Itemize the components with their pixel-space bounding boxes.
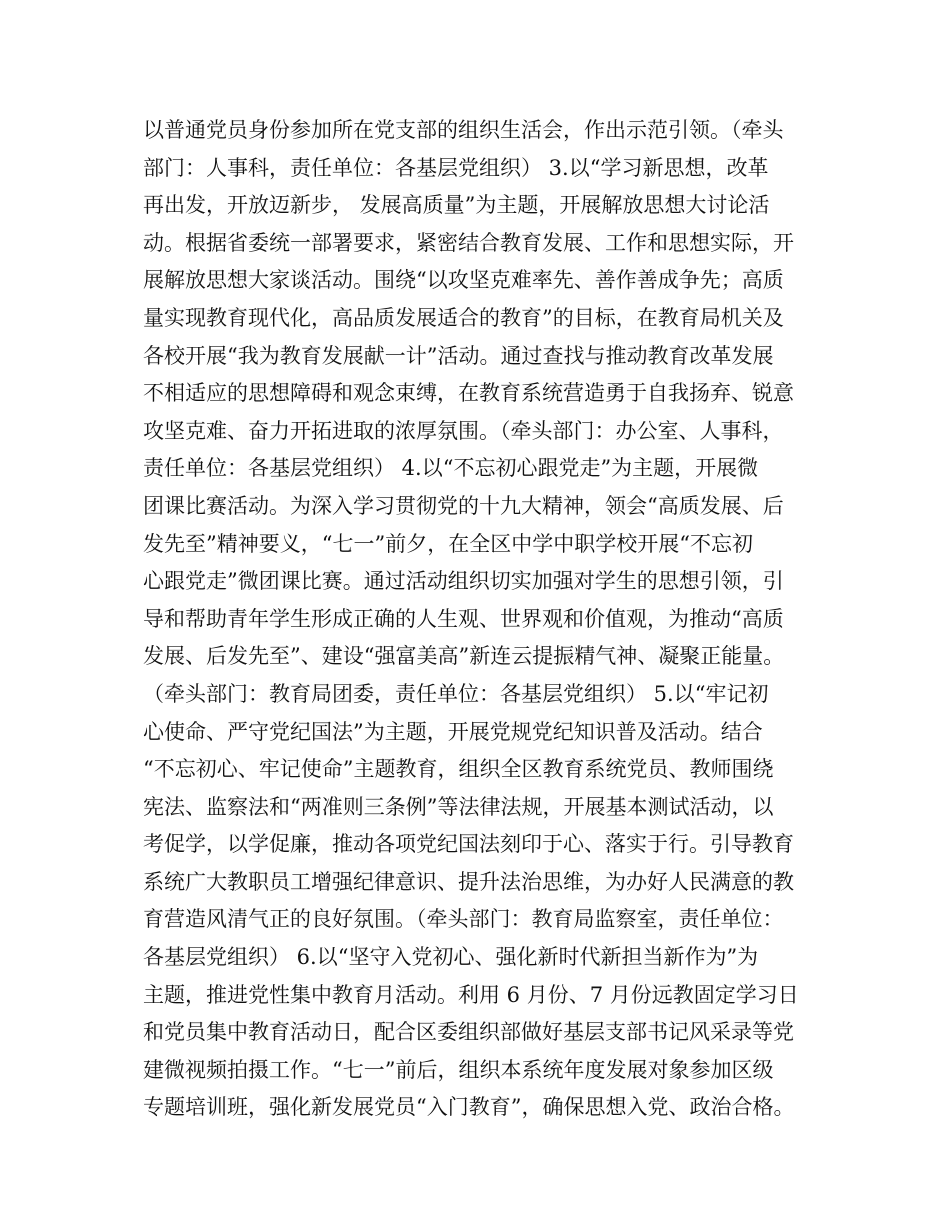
text-line: 专题培训班，强化新发展党员“入门教育”，确保思想入党、政治合格。 xyxy=(143,1095,795,1120)
text-line: 以普通党员身份参加所在党支部的组织生活会，作出示范引领。（牵头 xyxy=(143,118,784,142)
text-line: 发先至”精神要义，“七一”前夕，在全区中学中职学校开展“不忘初 xyxy=(143,531,753,556)
text-line: 各校开展“我为教育发展献一计”活动。通过查找与推动教育改革发展 xyxy=(143,343,774,368)
text-line: 育营造风清气正的良好氛围。（牵头部门：教育局监察室，责任单位： xyxy=(143,907,784,932)
text-line: 展解放思想大家谈活动。围绕“以攻坚克难率先、善作善成争先；高质 xyxy=(143,268,784,293)
text-line: 量实现教育现代化，高品质发展适合的教育”的目标，在教育局机关及 xyxy=(143,305,784,330)
text-line: 部门：人事科，责任单位：各基层党组织） 3.以“学习新思想，改革 xyxy=(143,155,769,180)
text-line: 主题，推进党性集中教育月活动。利用 6 月份、7 月份远教固定学习日 xyxy=(143,982,799,1007)
text-line: 考促学，以学促廉，推动各项党纪国法刻印于心、落实于行。引导教育 xyxy=(143,832,794,857)
text-line: 建微视频拍摄工作。“七一”前后，组织本系统年度发展对象参加区级 xyxy=(143,1057,774,1082)
text-line: 宪法、监察法和“两准则三条例”等法律法规，开展基本测试活动，以 xyxy=(143,794,774,819)
text-line: “不忘初心、牢记使命”主题教育，组织全区教育系统党员、教师围绕 xyxy=(143,757,774,782)
text-line: 系统广大教职员工增强纪律意识、提升法治思维，为办好人民满意的教 xyxy=(143,869,794,894)
text-line: 各基层党组织） 6.以“坚守入党初心、强化新时代新担当新作为”为 xyxy=(143,945,759,970)
text-line: 心使命、严守党纪国法”为主题，开展党规党纪知识普及活动。结合 xyxy=(143,719,763,744)
text-line: 动。根据省委统一部署要求，紧密结合教育发展、工作和思想实际，开 xyxy=(143,230,794,255)
text-line: 和党员集中教育活动日，配合区委组织部做好基层支部书记风采录等党 xyxy=(143,1020,794,1045)
text-line: 责任单位：各基层党组织） 4.以“不忘初心跟党走”为主题，开展微 xyxy=(143,456,759,481)
text-line: 攻坚克难、奋力开拓进取的浓厚氛围。（牵头部门：办公室、人事科， xyxy=(143,418,784,443)
body-text xyxy=(143,112,833,1127)
text-line: 不相适应的思想障碍和观念束缚，在教育系统营造勇于自我扬弃、锐意 xyxy=(143,381,794,406)
text-line: 团课比赛活动。为深入学习贯彻党的十九大精神，领会“高质发展、后 xyxy=(143,493,784,518)
text-line: 心跟党走”微团课比赛。通过活动组织切实加强对学生的思想引领，引 xyxy=(143,569,784,594)
text-line: （牵头部门：教育局团委，责任单位：各基层党组织） 5.以“牢记初 xyxy=(143,681,769,706)
text-line: 发展、后发先至”、建设“强富美高”新连云提振精气神、凝聚正能量。 xyxy=(143,644,785,669)
text-line: 再出发，开放迈新步， 发展高质量”为主题，开展解放思想大讨论活 xyxy=(143,193,770,218)
text-line: 导和帮助青年学生形成正确的人生观、世界观和价值观，为推动“高质 xyxy=(143,606,784,631)
